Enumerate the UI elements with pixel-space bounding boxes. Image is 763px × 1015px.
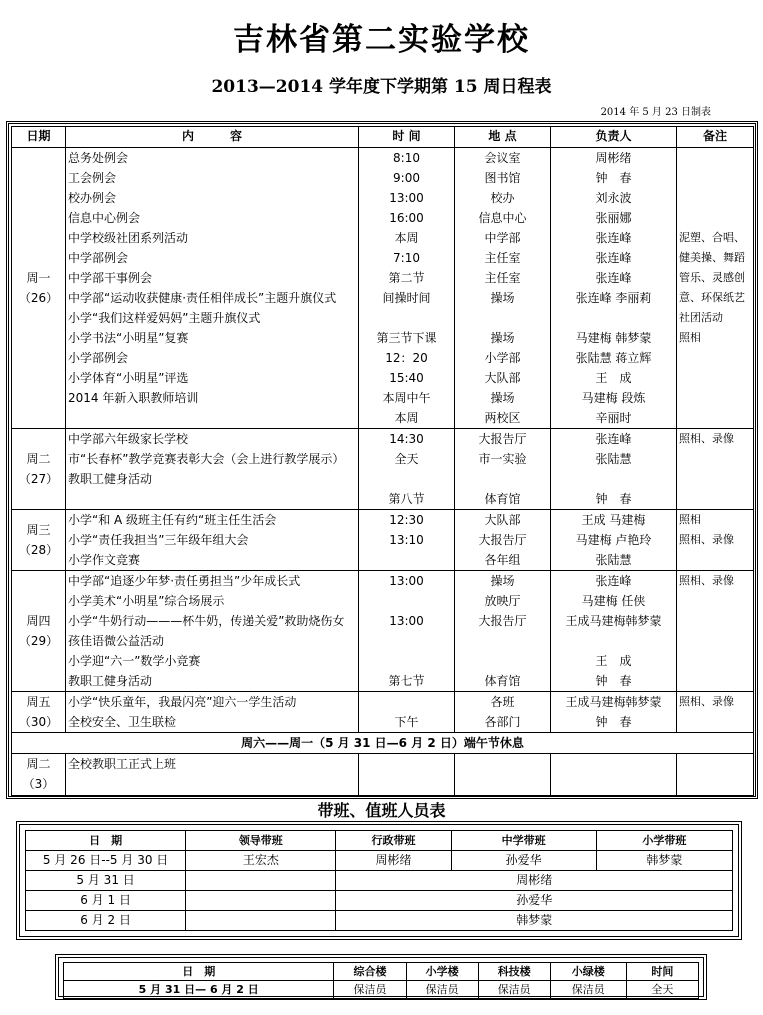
duty-name: 孙爱华 — [336, 891, 733, 911]
header-date: 日期 — [12, 127, 66, 148]
duty-header-middle: 中学带班 — [451, 831, 596, 851]
note-cell: 照相、录像 — [677, 692, 754, 733]
header-content: 内 容 — [66, 127, 359, 148]
cleaning-table — [63, 962, 699, 999]
time-cell: 14:30 全天 第八节 — [359, 429, 455, 510]
day-cell: 周四 （29） — [12, 571, 66, 692]
cleaning-frame — [55, 954, 707, 1000]
place-cell: 操场 放映厅 大报告厅 体育馆 — [455, 571, 551, 692]
day-row-monday — [12, 148, 754, 429]
cleaning-staff: 保洁员 — [478, 981, 550, 999]
duty-header-row — [26, 831, 733, 851]
holiday-row — [12, 733, 754, 754]
person-cell: 张连峰 张陆慧 钟 春 — [551, 429, 677, 510]
duty-name: 韩梦蒙 — [336, 911, 733, 931]
day-cell: 周一 （26） — [12, 148, 66, 429]
day-cell: 周三 （28） — [12, 510, 66, 571]
schedule-frame — [6, 121, 758, 799]
duty-name: 周彬绪 — [336, 871, 733, 891]
cleaning-header-building: 小学楼 — [406, 963, 478, 981]
content-cell: 中学部“追逐少年梦·责任勇担当”少年成长式 小学美术“小明星”综合场展示 小学“牛奶行动———杯牛奶，传递关爱”救助烧伤女孩佳语微公益活动 小学迎“六一”数学小竞赛 教职工健身活动 — [66, 571, 359, 692]
duty-header-admin: 行政带班 — [336, 831, 451, 851]
cleaning-staff: 保洁员 — [550, 981, 626, 999]
duty-row — [26, 851, 733, 871]
person-cell: 张连峰 马建梅 任侠 王成马建梅韩梦蒙 王 成 钟 春 — [551, 571, 677, 692]
duty-table — [25, 830, 733, 931]
cleaning-row — [64, 981, 699, 999]
content-cell: 总务处例会 工会例会 校办例会 信息中心例会 中学校级社团系列活动 中学部例会 中学部干事例会 中学部“运动收获健康·责任相伴成长”主题升旗仪式 小学“我们这样爱妈妈”主题升旗仪式 小学书法“小明星”复赛 小学部例会 小学体育“小明星”评选 2014 年新入职教师培训 — [66, 148, 359, 429]
cleaning-header-time: 时间 — [626, 963, 698, 981]
content-cell: 小学“快乐童年，我最闪亮”迎六一学生活动 全校安全、卫生联检 — [66, 692, 359, 733]
cleaning-header-date: 日 期 — [64, 963, 334, 981]
duty-frame — [16, 821, 742, 940]
place-cell: 大报告厅 市一实验 体育馆 — [455, 429, 551, 510]
header-place: 地 点 — [455, 127, 551, 148]
content-cell: 小学“和 A 级班主任有约“班主任生活会 小学“责任我担当”三年级年组大会 小学作文竞赛 — [66, 510, 359, 571]
place-cell: 各班 各部门 — [455, 692, 551, 733]
place-cell: 会议室 图书馆 校办 信息中心 中学部 主任室 主任室 操场 操场 小学部 大队部 操场 两校区 — [455, 148, 551, 429]
note-cell: 照相 照相、录像 — [677, 510, 754, 571]
time-cell: 12:30 13:10 — [359, 510, 455, 571]
duty-leader: 王宏杰 — [186, 851, 336, 871]
cleaning-header-building: 综合楼 — [334, 963, 406, 981]
place-cell: 大队部 大报告厅 各年组 — [455, 510, 551, 571]
person-cell: 王成 马建梅 马建梅 卢艳玲 张陆慧 — [551, 510, 677, 571]
day-row-return — [12, 754, 754, 796]
schedule-subtitle: 2013—2014 学年度下学期第 15 周日程表 — [211, 77, 552, 97]
duty-row — [26, 911, 733, 931]
school-title: 吉林省第二实验学校 — [233, 22, 530, 58]
time-cell: 8:10 9:00 13:00 16:00 本周 7:10 第二节 间操时间 第三节下课 12：20 15:40 本周中午 本周 — [359, 148, 455, 429]
person-cell: 周彬绪 钟 春 刘永波 张丽娜 张连峰 张连峰 张连峰 张连峰 李丽莉 马建梅 韩梦蒙 张陆慧 蒋立辉 王 成 马建梅 段炼 辛丽时 — [551, 148, 677, 429]
header-person: 负责人 — [551, 127, 677, 148]
duty-header-leader: 领导带班 — [186, 831, 336, 851]
time-cell: 13:00 13:00 第七节 — [359, 571, 455, 692]
day-row-tuesday — [12, 429, 754, 510]
duty-date: 6 月 2 日 — [26, 911, 186, 931]
made-date: 2014 年 5 月 23 日制表 — [600, 107, 711, 118]
cleaning-staff: 保洁员 — [334, 981, 406, 999]
content-cell: 全校教职工正式上班 — [66, 754, 359, 796]
schedule-table — [11, 126, 754, 796]
cleaning-header-building: 小绿楼 — [550, 963, 626, 981]
content-cell: 中学部六年级家长学校 市“长春杯”教学竞赛表彰大会（会上进行教学展示） 教职工健身活动 — [66, 429, 359, 510]
cleaning-staff: 保洁员 — [406, 981, 478, 999]
duty-row — [26, 871, 733, 891]
cleaning-time: 全天 — [626, 981, 698, 999]
day-cell: 周二 （3） — [12, 754, 66, 796]
duty-admin: 周彬绪 — [336, 851, 451, 871]
duty-header-primary: 小学带班 — [596, 831, 732, 851]
duty-date: 5 月 26 日--5 月 30 日 — [26, 851, 186, 871]
duty-date: 5 月 31 日 — [26, 871, 186, 891]
day-row-thursday — [12, 571, 754, 692]
duty-primary: 韩梦蒙 — [596, 851, 732, 871]
cleaning-header-row — [64, 963, 699, 981]
day-cell: 周二 （27） — [12, 429, 66, 510]
schedule-header-row — [12, 127, 754, 148]
duty-row — [26, 891, 733, 911]
day-row-wednesday — [12, 510, 754, 571]
duty-middle: 孙爱华 — [451, 851, 596, 871]
note-cell: 照相、录像 — [677, 571, 754, 692]
duty-title: 带班、值班人员表 — [317, 801, 446, 820]
time-cell: 下午 — [359, 692, 455, 733]
person-cell: 王成马建梅韩梦蒙 钟 春 — [551, 692, 677, 733]
cleaning-date: 5 月 31 日— 6 月 2 日 — [64, 981, 334, 999]
holiday-notice: 周六——周一（5 月 31 日—6 月 2 日）端午节休息 — [12, 733, 754, 754]
duty-date: 6 月 1 日 — [26, 891, 186, 911]
day-cell: 周五 （30） — [12, 692, 66, 733]
header-time: 时 间 — [359, 127, 455, 148]
header-note: 备注 — [677, 127, 754, 148]
note-cell: 照相、录像 — [677, 429, 754, 510]
day-row-friday — [12, 692, 754, 733]
cleaning-header-building: 科技楼 — [478, 963, 550, 981]
duty-header-date: 日 期 — [26, 831, 186, 851]
note-cell: 泥塑、合唱、健美操、舞蹈管乐、灵感创意、环保纸艺社团活动 照相 — [677, 148, 754, 429]
